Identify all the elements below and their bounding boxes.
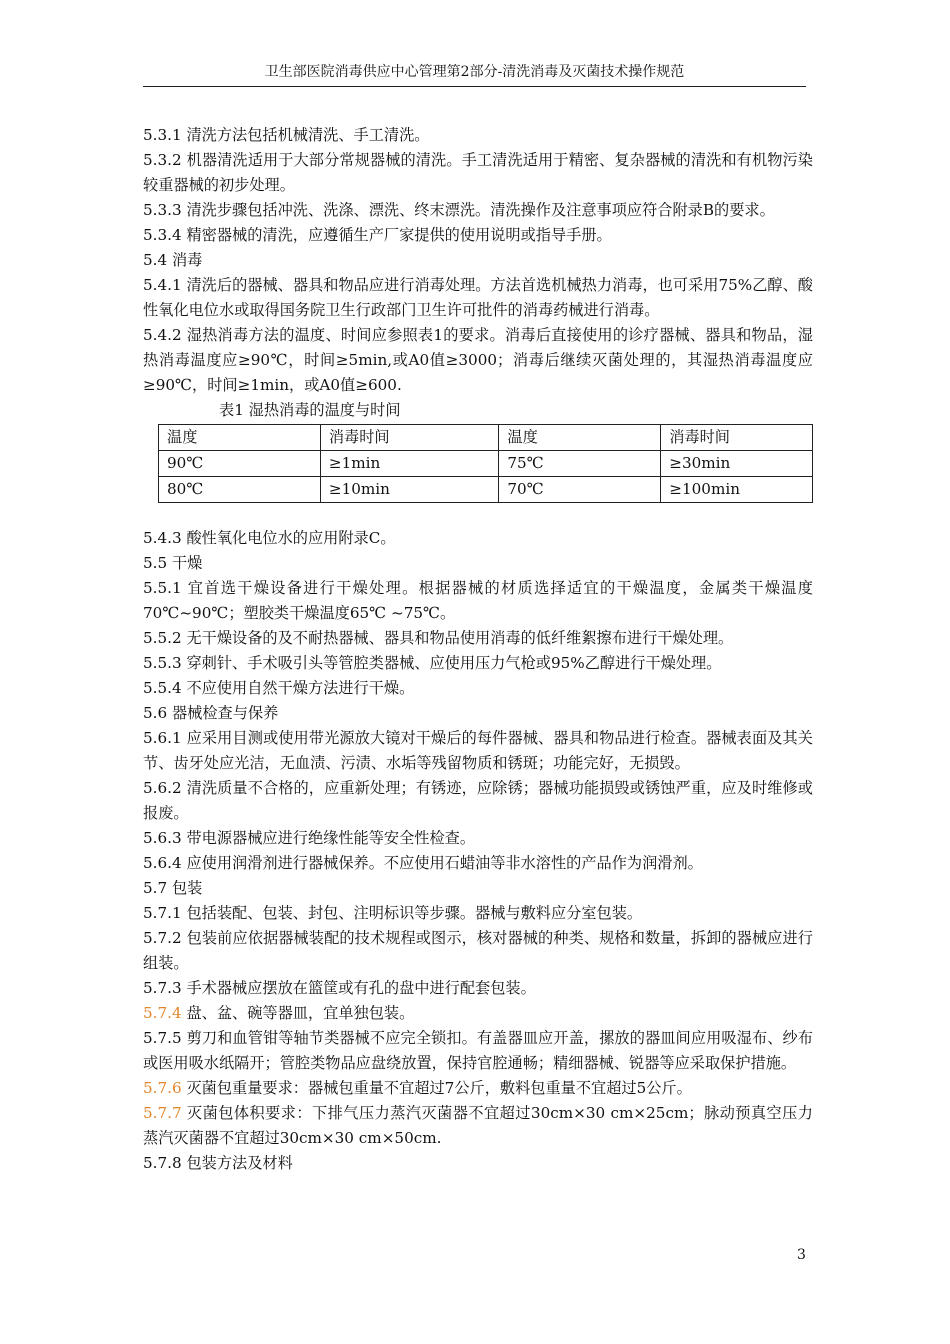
section-number: 5.7.6 bbox=[143, 1079, 182, 1097]
paragraph bbox=[143, 851, 813, 876]
paragraph bbox=[143, 876, 813, 901]
paragraph-text: 灭菌包重量要求：器械包重量不宜超过7公斤，敷料包重量不宜超过5公斤。 bbox=[181, 1079, 692, 1097]
paragraph-text: 5.3.2 机器清洗适用于大部分常规器械的清洗。手工清洗适用于精密、复杂器械的清洗和有机物污染较重器械的初步处理。 bbox=[143, 151, 813, 194]
paragraph bbox=[143, 726, 813, 776]
paragraph-text: 5.3.4 精密器械的清洗，应遵循生产厂家提供的使用说明或指导手册。 bbox=[143, 226, 612, 244]
paragraph-text: 5.4 消毒 bbox=[143, 251, 203, 269]
paragraph bbox=[143, 651, 813, 676]
paragraph-text: 5.5.1 宜首选干燥设备进行干燥处理。根据器械的材质选择适宜的干燥温度，金属类干燥温度70℃~90℃；塑胶类干燥温度65℃ ~75℃。 bbox=[143, 579, 813, 622]
paragraph-text: 5.7.8 包装方法及材料 bbox=[143, 1154, 293, 1172]
table-header-cell: 温度 bbox=[499, 425, 661, 451]
table-header-cell: 消毒时间 bbox=[320, 425, 499, 451]
paragraph-text: 盘、盆、碗等器皿，宜单独包装。 bbox=[181, 1004, 415, 1022]
table-header-cell: 温度 bbox=[159, 425, 321, 451]
paragraph bbox=[143, 1026, 813, 1076]
table-cell: 90℃ bbox=[159, 451, 321, 477]
table-cell: ≥30min bbox=[661, 451, 813, 477]
table-header-row bbox=[159, 425, 813, 451]
paragraph-text: 5.7.1 包括装配、包装、封包、注明标识等步骤。器械与敷料应分室包装。 bbox=[143, 904, 643, 922]
paragraph-text: 5.4.2 湿热消毒方法的温度、时间应参照表1的要求。消毒后直接使用的诊疗器械、器具和物品，湿热消毒温度应≥90℃，时间≥5min,或A0值≥3000；消毒后继续灭菌处理的，其湿热消毒温度应≥90℃，时间≥1min，或A0值≥600. bbox=[143, 326, 813, 394]
paragraph bbox=[143, 826, 813, 851]
paragraphs-after-table bbox=[143, 526, 813, 1176]
paragraph-text: 5.4.3 酸性氧化电位水的应用附录C。 bbox=[143, 529, 396, 547]
table-cell: ≥10min bbox=[320, 477, 499, 503]
paragraph bbox=[143, 776, 813, 826]
paragraph-text: 5.5.4 不应使用自然干燥方法进行干燥。 bbox=[143, 679, 415, 697]
paragraph-text: 5.6.2 清洗质量不合格的，应重新处理；有锈迹，应除锈；器械功能损毁或锈蚀严重，应及时维修或报废。 bbox=[143, 779, 813, 822]
paragraph bbox=[143, 576, 813, 626]
paragraph-text: 5.6 器械检查与保养 bbox=[143, 704, 279, 722]
paragraph-text: 5.5.2 无干燥设备的及不耐热器械、器具和物品使用消毒的低纤维絮擦布进行干燥处理。 bbox=[143, 629, 734, 647]
paragraph bbox=[143, 551, 813, 576]
table-caption: 表1 湿热消毒的温度与时间 bbox=[219, 401, 401, 419]
disinfection-table bbox=[158, 424, 813, 503]
paragraph bbox=[143, 1001, 813, 1026]
paragraph-text: 5.7.2 包装前应依据器械装配的技术规程或图示，核对器械的种类、规格和数量，拆卸的器械应进行组装。 bbox=[143, 929, 813, 972]
table-cell: ≥1min bbox=[320, 451, 499, 477]
paragraph-text: 5.4.1 清洗后的器械、器具和物品应进行消毒处理。方法首选机械热力消毒，也可采用75%乙醇、酸性氧化电位水或取得国务院卫生行政部门卫生许可批件的消毒药械进行消毒。 bbox=[143, 276, 813, 319]
paragraph-text: 5.7.5 剪刀和血管钳等轴节类器械不应完全锁扣。有盖器皿应开盖，摞放的器皿间应用吸湿布、纱布或医用吸水纸隔开；管腔类物品应盘绕放置，保持官腔通畅；精细器械、锐器等应采取保护措施。 bbox=[143, 1029, 813, 1072]
paragraph bbox=[143, 976, 813, 1001]
paragraph-text: 5.7.3 手术器械应摆放在篮筐或有孔的盘中进行配套包装。 bbox=[143, 979, 536, 997]
paragraph bbox=[143, 198, 813, 223]
paragraph bbox=[143, 701, 813, 726]
paragraph bbox=[143, 1076, 813, 1101]
paragraph bbox=[143, 626, 813, 651]
paragraph-text: 5.6.3 带电源器械应进行绝缘性能等安全性检查。 bbox=[143, 829, 476, 847]
paragraph-text: 5.7 包装 bbox=[143, 879, 203, 897]
paragraph bbox=[143, 248, 813, 273]
paragraph bbox=[143, 901, 813, 926]
header-rule bbox=[143, 86, 806, 87]
running-header: 卫生部医院消毒供应中心管理第2部分-清洗消毒及灭菌技术操作规范 bbox=[264, 64, 685, 80]
paragraph-text: 灭菌包体积要求：下排气压力蒸汽灭菌器不宜超过30cm×30 cm×25cm；脉动预真空压力蒸汽灭菌器不宜超过30cm×30 cm×50cm. bbox=[143, 1104, 813, 1147]
table-cell: ≥100min bbox=[661, 477, 813, 503]
table-cell: 80℃ bbox=[159, 477, 321, 503]
paragraphs-before-table bbox=[143, 123, 813, 398]
paragraph bbox=[143, 926, 813, 976]
paragraph-text: 5.3.3 清洗步骤包括冲洗、洗涤、漂洗、终末漂洗。清洗操作及注意事项应符合附录B的要求。 bbox=[143, 201, 775, 219]
paragraph bbox=[143, 223, 813, 248]
document-body bbox=[143, 123, 813, 1176]
paragraph-text: 5.5.3 穿刺针、手术吸引头等管腔类器械、应使用压力气枪或95%乙醇进行干燥处理。 bbox=[143, 654, 722, 672]
section-number: 5.7.4 bbox=[143, 1004, 182, 1022]
table-cell: 70℃ bbox=[499, 477, 661, 503]
paragraph bbox=[143, 676, 813, 701]
paragraph-text: 5.6.4 应使用润滑剂进行器械保养。不应使用石蜡油等非水溶性的产品作为润滑剂。 bbox=[143, 854, 703, 872]
section-number: 5.7.7 bbox=[143, 1104, 182, 1122]
paragraph-text: 5.6.1 应采用目测或使用带光源放大镜对干燥后的每件器械、器具和物品进行检查。器械表面及其关节、齿牙处应光洁，无血渍、污渍、水垢等残留物质和锈斑；功能完好，无损毁。 bbox=[143, 729, 813, 772]
table-cell: 75℃ bbox=[499, 451, 661, 477]
table-row bbox=[159, 451, 813, 477]
paragraph-text: 5.5 干燥 bbox=[143, 554, 203, 572]
paragraph bbox=[143, 123, 813, 148]
table-row bbox=[159, 477, 813, 503]
paragraph bbox=[143, 273, 813, 323]
paragraph bbox=[143, 526, 813, 551]
paragraph bbox=[143, 1101, 813, 1151]
page-number: 3 bbox=[797, 1247, 806, 1263]
paragraph bbox=[143, 148, 813, 198]
paragraph-text: 5.3.1 清洗方法包括机械清洗、手工清洗。 bbox=[143, 126, 430, 144]
table-header-cell: 消毒时间 bbox=[661, 425, 813, 451]
paragraph bbox=[143, 1151, 813, 1176]
paragraph bbox=[143, 323, 813, 398]
